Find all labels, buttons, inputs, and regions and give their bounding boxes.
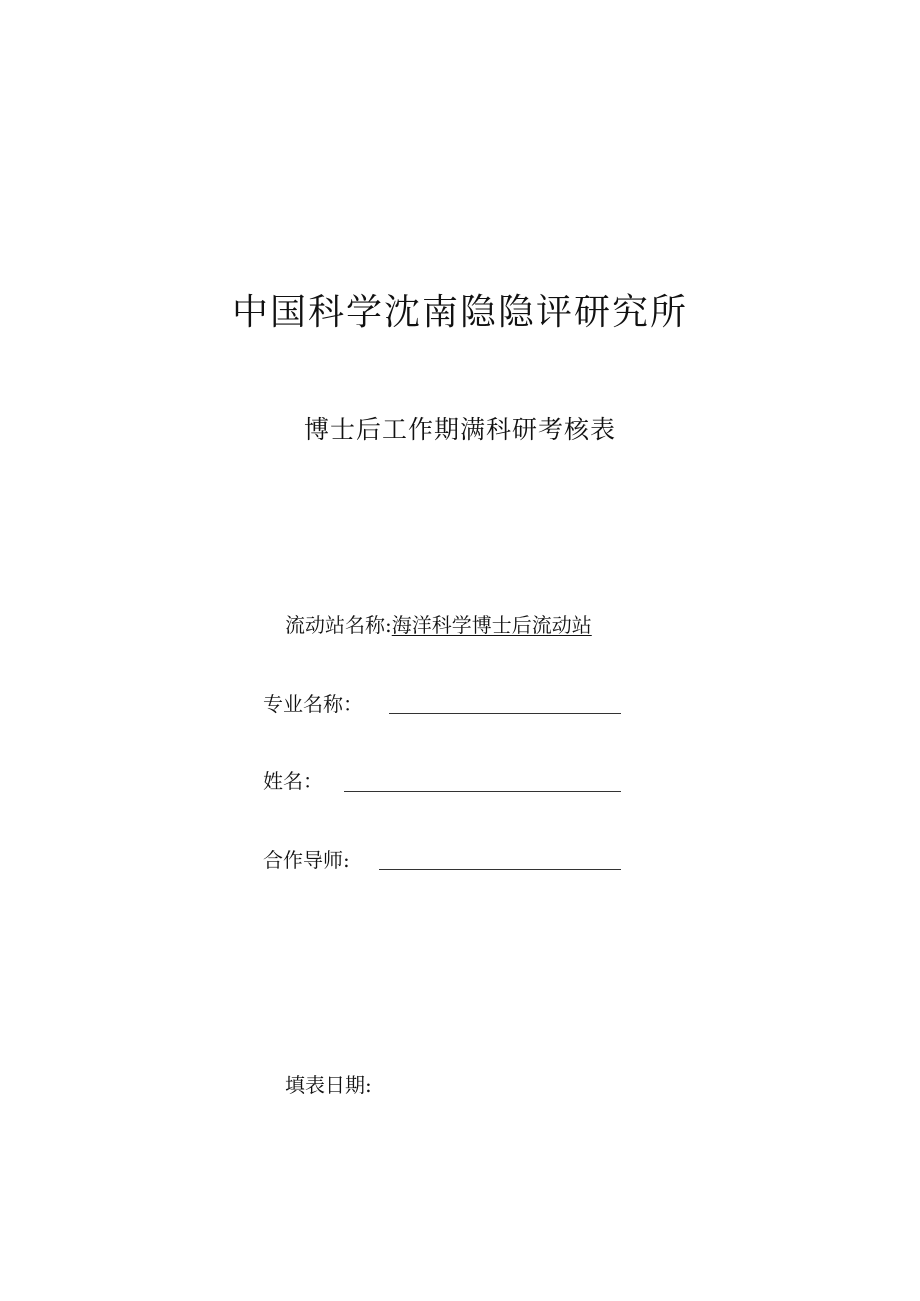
name-field <box>263 766 323 796</box>
major-label: 专业名称： <box>263 692 363 716</box>
advisor-field <box>263 845 350 875</box>
form-title: 博士后工作期满科研考核表 <box>303 415 616 444</box>
fill-date-label: 填表日期: <box>285 1073 372 1097</box>
major-blank-line <box>389 713 621 714</box>
station-value: 海洋科学博士后流动站 <box>391 613 592 637</box>
institute-title: 中国科学沈南隐隐评研究所 <box>231 292 688 333</box>
station-field <box>285 610 592 640</box>
fill-date-field <box>285 1070 372 1100</box>
name-blank-line <box>344 791 621 792</box>
major-field <box>263 689 363 719</box>
advisor-label: 合作导师: <box>263 848 350 872</box>
advisor-blank-line <box>379 869 621 870</box>
station-label: 流动站名称: <box>285 613 392 637</box>
name-label: 姓名： <box>263 769 323 793</box>
